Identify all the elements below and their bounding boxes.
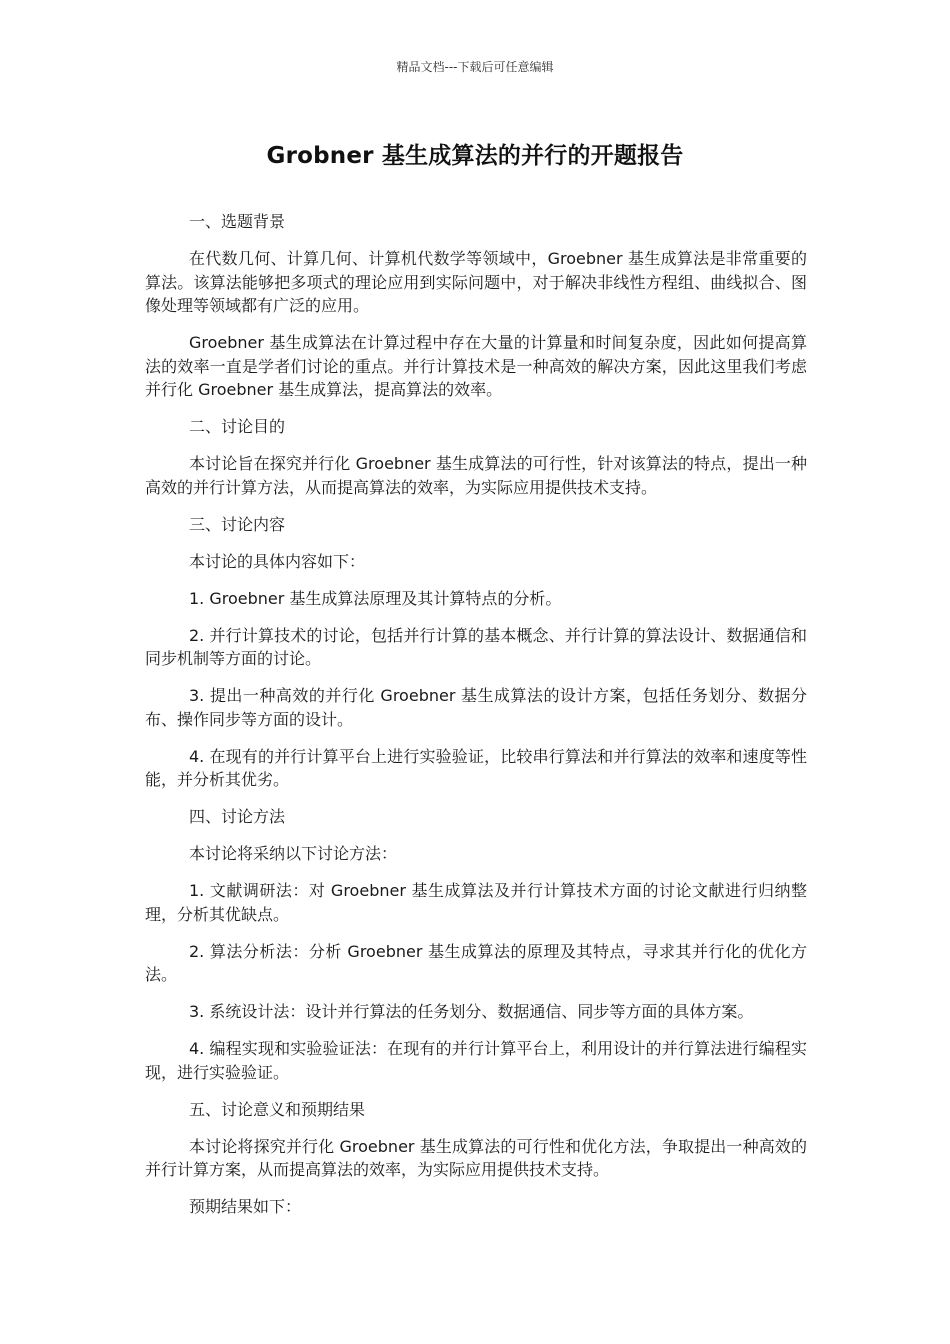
list-item: 3. 提出一种高效的并行化 Groebner 基生成算法的设计方案，包括任务划分、数据分布、操作同步等方面的设计。 xyxy=(145,686,807,729)
document-title: Grobner 基生成算法的并行的开题报告 xyxy=(266,143,684,169)
paragraph: 本讨论将采纳以下讨论方法： xyxy=(189,844,398,863)
list-item: 3. 系统设计法：设计并行算法的任务划分、数据通信、同步等方面的具体方案。 xyxy=(189,1002,754,1021)
section-heading-purpose: 二、讨论目的 xyxy=(189,417,286,436)
paragraph: 本讨论的具体内容如下： xyxy=(189,551,366,571)
paragraph: 预期结果如下： xyxy=(189,1197,302,1216)
list-item: 4. 编程实现和实验验证法：在现有的并行计算平台上，利用设计的并行算法进行编程实现，进行实验验证。 xyxy=(145,1039,807,1082)
section-heading-methods: 四、讨论方法 xyxy=(189,807,286,826)
list-item: 1. Groebner 基生成算法原理及其计算特点的分析。 xyxy=(189,588,562,608)
document-body xyxy=(145,210,807,1232)
list-item: 4. 在现有的并行计算平台上进行实验验证，比较串行算法和并行算法的效率和速度等性能，并分析其优劣。 xyxy=(145,746,807,789)
list-item: 2. 算法分析法：分析 Groebner 基生成算法的原理及其特点，寻求其并行化的优化方法。 xyxy=(145,941,807,984)
section-heading-significance: 五、讨论意义和预期结果 xyxy=(189,1099,366,1119)
list-item: 1. 文献调研法：对 Groebner 基生成算法及并行计算技术方面的讨论文献进行归纳整理，分析其优缺点。 xyxy=(145,881,807,924)
list-item: 2. 并行计算技术的讨论，包括并行计算的基本概念、并行计算的算法设计、数据通信和同步机制等方面的讨论。 xyxy=(145,625,807,668)
section-heading-background: 一、选题背景 xyxy=(189,212,286,231)
section-heading-content: 三、讨论内容 xyxy=(189,514,286,534)
header-note: 精品文档---下载后可任意编辑 xyxy=(396,60,554,74)
paragraph: 本讨论旨在探究并行化 Groebner 基生成算法的可行性，针对该算法的特点，提出一种高效的并行计算方法，从而提高算法的效率，为实际应用提供技术支持。 xyxy=(145,454,807,497)
paragraph: 在代数几何、计算几何、计算机代数学等领域中，Groebner 基生成算法是非常重要的算法。该算法能够把多项式的理论应用到实际问题中，对于解决非线性方程组、曲线拟合、图像处理等领域都有广泛的应用。 xyxy=(145,249,807,315)
paragraph: Groebner 基生成算法在计算过程中存在大量的计算量和时间复杂度，因此如何提高算法的效率一直是学者们讨论的重点。并行计算技术是一种高效的解决方案，因此这里我们考虑并行化 Groebner 基生成算法，提高算法的效率。 xyxy=(145,333,807,399)
paragraph: 本讨论将探究并行化 Groebner 基生成算法的可行性和优化方法，争取提出一种高效的并行计算方案，从而提高算法的效率，为实际应用提供技术支持。 xyxy=(145,1136,807,1179)
